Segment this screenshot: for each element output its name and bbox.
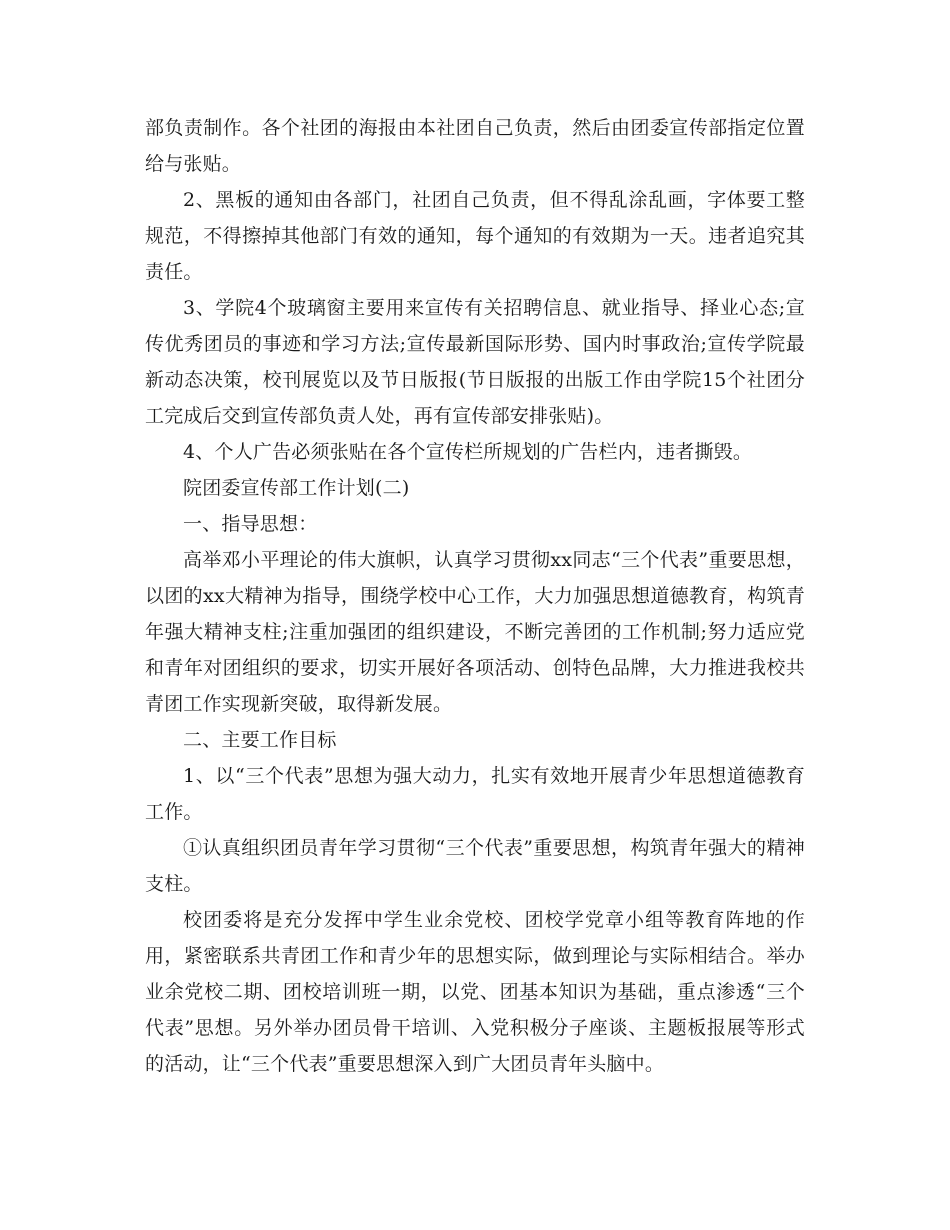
paragraph: 部负责制作。各个社团的海报由本社团自己负责，然后由团委宣传部指定位置给与张贴。 [145,117,805,175]
paragraph: 3、学院4个玻璃窗主要用来宣传有关招聘信息、就业指导、择业心态;宣传优秀团员的事迹和学习方法;宣传最新国际形势、国内时事政治;宣传学院最新动态决策，校刊展览以及节日版报(节日版报的出版工作由学院15个社团分工完成后交到宣传部负责人处，再有宣传部安排张贴)。 [145,297,805,427]
document-body [145,110,805,1082]
section-title: 院团委宣传部工作计划(二) [183,477,410,499]
paragraph: 2、黑板的通知由各部门，社团自己负责，但不得乱涂乱画，字体要工整规范，不得擦掉其他部门有效的通知，每个通知的有效期为一天。违者追究其责任。 [145,189,805,283]
section-heading: 二、主要工作目标 [183,729,337,751]
section-heading: 一、指导思想： [183,513,318,535]
paragraph: 校团委将是充分发挥中学生业余党校、团校学党章小组等教育阵地的作用，紧密联系共青团工作和青少年的思想实际，做到理论与实际相结合。举办业余党校二期、团校培训班一期，以党、团基本知识为基础，重点渗透“三个代表”思想。另外举办团员骨干培训、入党积极分子座谈、主题板报展等形式的活动，让“三个代表”重要思想深入到广大团员青年头脑中。 [145,909,805,1075]
paragraph: 1、以“三个代表”思想为强大动力，扎实有效地开展青少年思想道德教育工作。 [145,765,805,823]
paragraph: ①认真组织团员青年学习贯彻“三个代表”重要思想，构筑青年强大的精神支柱。 [145,837,805,895]
paragraph: 4、个人广告必须张贴在各个宣传栏所规划的广告栏内，违者撕毁。 [183,441,753,463]
paragraph: 高举邓小平理论的伟大旗帜，认真学习贯彻xx同志“三个代表”重要思想，以团的xx大精神为指导，围绕学校中心工作，大力加强思想道德教育，构筑青年强大精神支柱;注重加强团的组织建设，不断完善团的工作机制;努力适应党和青年对团组织的要求，切实开展好各项活动、创特色品牌，大力推进我校共青团工作实现新突破，取得新发展。 [145,549,805,715]
